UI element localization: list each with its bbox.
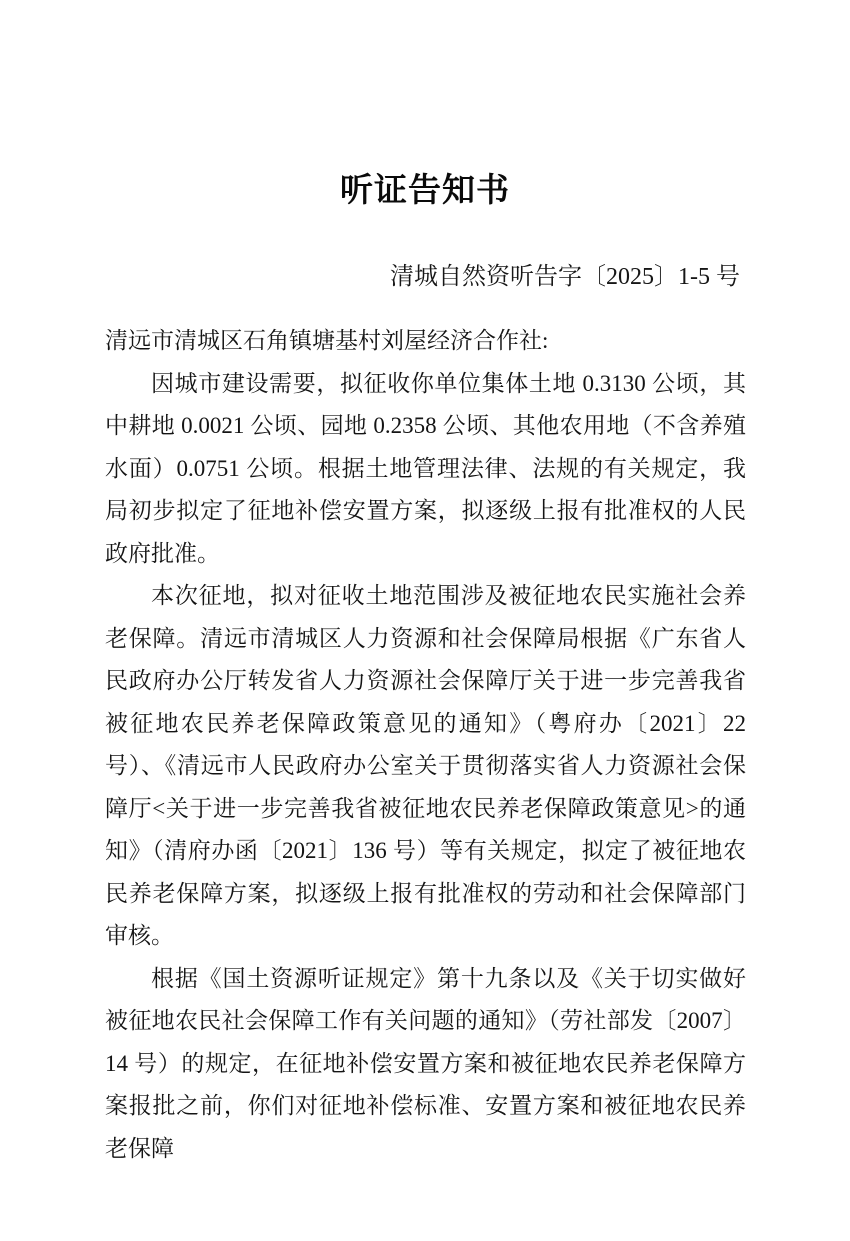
body-paragraph-3: 根据《国土资源听证规定》第十九条以及《关于切实做好被征地农民社会保障工作有关问题的通知》（劳社部发〔2007〕14 号）的规定，在征地补偿安置方案和被征地农民养老保障方案报批之前，你们对征地补偿标准、安置方案和被征地农民养老保障 (105, 965, 746, 1161)
document-title: 听证告知书 (340, 171, 510, 208)
document-number: 清城自然资听告字〔2025〕1-5 号 (390, 264, 740, 290)
body-paragraph-2: 本次征地，拟对征收土地范围涉及被征地农民实施社会养老保障。清远市清城区人力资源和社会保障局根据《广东省人民政府办公厅转发省人力资源社会保障厅关于进一步完善我省被征地农民养老保障政策意见的通知》（粤府办〔2021〕22 号）、《清远市人民政府办公室关于贯彻落实省人力资源社会保障厅<关于进一步完善我省被征地农民养老保障政策意见>的通知》（清府办函〔2021〕136 号）等有关规定，拟定了被征地农民养老保障方案，拟逐级上报有批准权的劳动和社会保障部门审核。 (105, 583, 746, 948)
document-body (105, 320, 746, 1170)
body-paragraph-1: 因城市建设需要，拟征收你单位集体土地 0.3130 公顷，其中耕地 0.0021 公顷、园地 0.2358 公顷、其他农用地（不含养殖水面）0.0751 公顷。根据土地管理法律、法规的有关规定，我局初步拟定了征地补偿安置方案，拟逐级上报有批准权的人民政府批准。 (105, 370, 746, 566)
addressee-line: 清远市清城区石角镇塘基村刘屋经济合作社: (105, 328, 549, 353)
